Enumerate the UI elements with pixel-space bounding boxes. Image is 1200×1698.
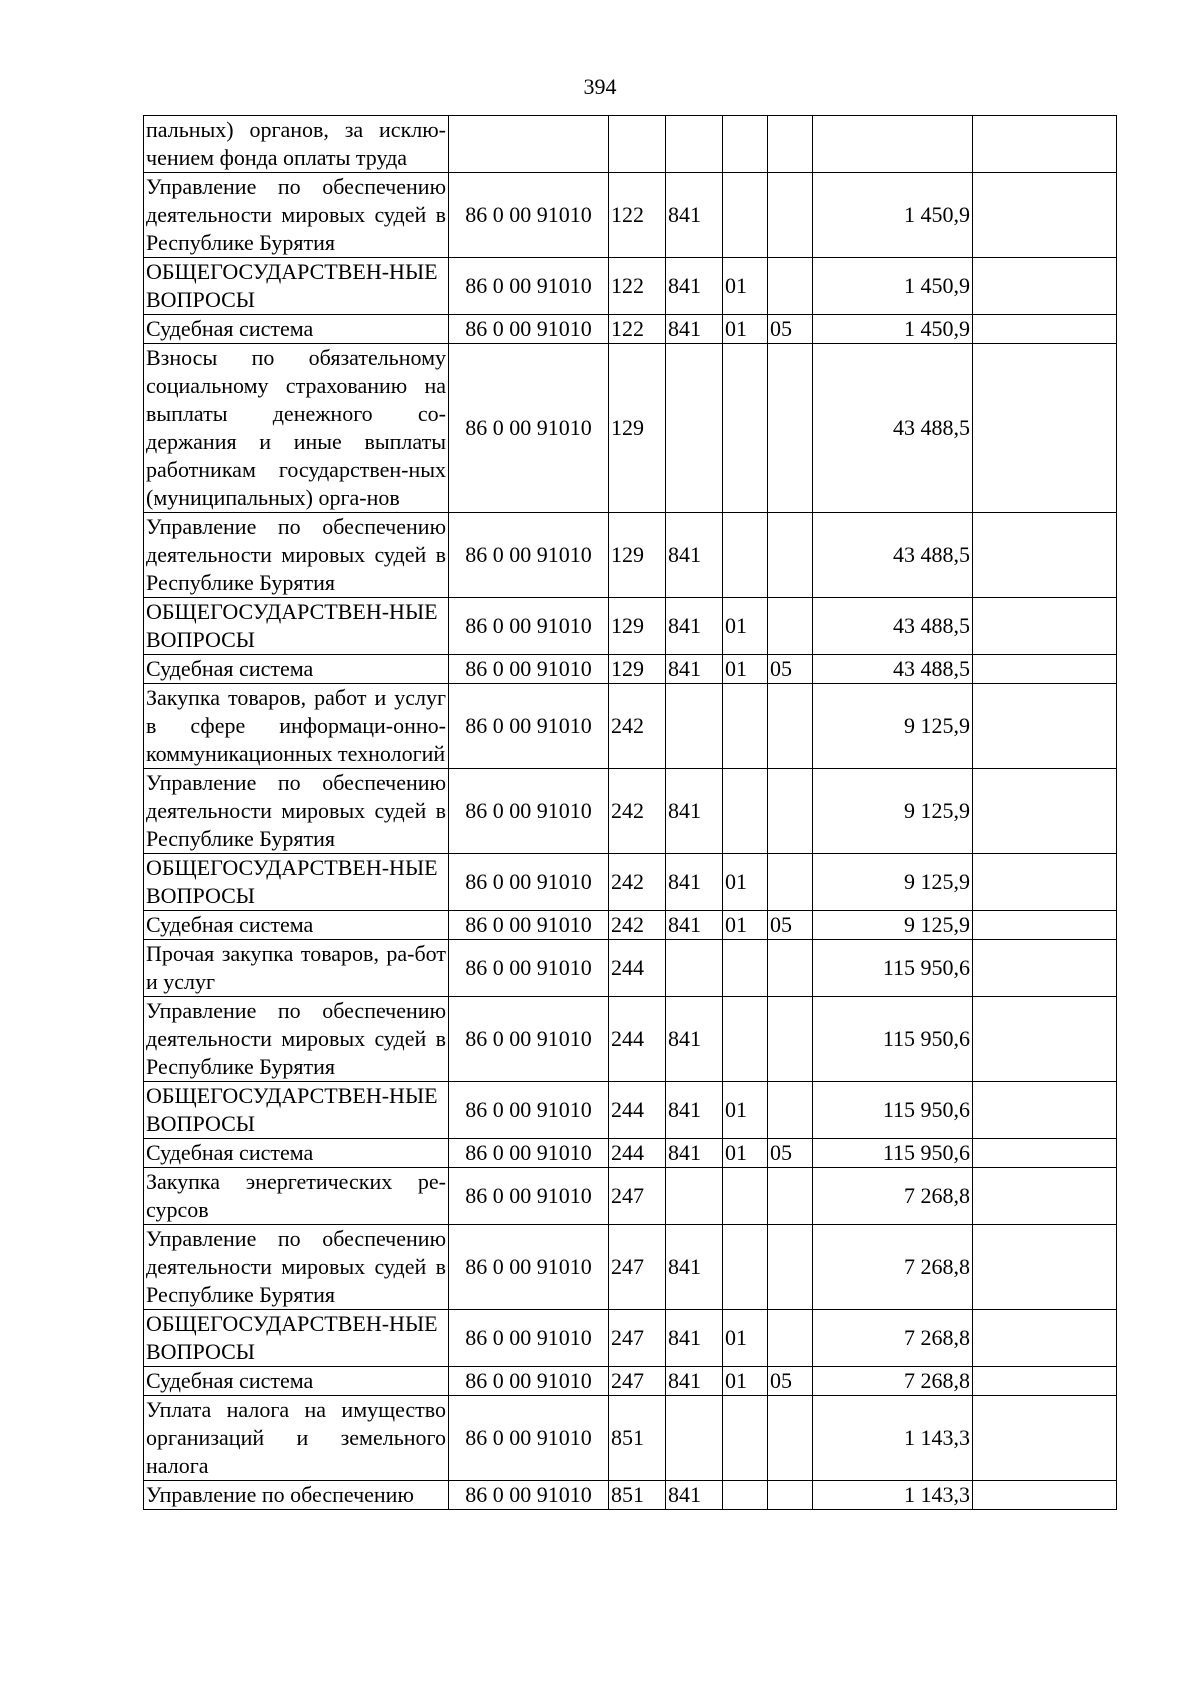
cell-expense-type: 851 xyxy=(609,1396,666,1481)
cell-subsection xyxy=(768,854,813,911)
cell-administrator xyxy=(666,940,723,997)
cell-expense-type: 129 xyxy=(609,344,666,513)
cell-administrator xyxy=(666,116,723,173)
cell-target-article: 86 0 00 91010 xyxy=(449,1168,609,1225)
cell-target-article: 86 0 00 91010 xyxy=(449,1310,609,1367)
cell-subsection xyxy=(768,116,813,173)
cell-amount xyxy=(813,116,973,173)
table-row xyxy=(144,315,1117,344)
cell-target-article: 86 0 00 91010 xyxy=(449,344,609,513)
cell-section: 01 xyxy=(723,1367,768,1396)
cell-name: ОБЩЕГОСУДАРСТВЕН-НЫЕ ВОПРОСЫ xyxy=(144,1082,449,1139)
cell-name: Управление по обеспечению деятельности мировых судей в Республике Бурятия xyxy=(144,1225,449,1310)
cell-amount: 7 268,8 xyxy=(813,1367,973,1396)
cell-subsection: 05 xyxy=(768,911,813,940)
cell-target-article: 86 0 00 91010 xyxy=(449,1225,609,1310)
cell-section xyxy=(723,997,768,1082)
cell-section xyxy=(723,1168,768,1225)
table-row xyxy=(144,1396,1117,1481)
cell-amount: 1 450,9 xyxy=(813,258,973,315)
cell-name: ОБЩЕГОСУДАРСТВЕН-НЫЕ ВОПРОСЫ xyxy=(144,1310,449,1367)
cell-name: Взносы по обязательному социальному страхованию на выплаты денежного со-держания и иные выплаты работникам государствен-ных (муниципальных) орга-нов xyxy=(144,344,449,513)
cell-amount: 7 268,8 xyxy=(813,1225,973,1310)
table-row xyxy=(144,769,1117,854)
cell-administrator: 841 xyxy=(666,1082,723,1139)
cell-section: 01 xyxy=(723,1310,768,1367)
cell-subsection xyxy=(768,173,813,258)
cell-expense-type: 122 xyxy=(609,173,666,258)
cell-amount: 115 950,6 xyxy=(813,1082,973,1139)
table-row xyxy=(144,1139,1117,1168)
cell-section xyxy=(723,173,768,258)
cell-expense-type: 242 xyxy=(609,684,666,769)
cell-amount: 7 268,8 xyxy=(813,1310,973,1367)
cell-administrator: 841 xyxy=(666,997,723,1082)
cell-amount: 1 143,3 xyxy=(813,1481,973,1510)
cell-name: Судебная система xyxy=(144,1367,449,1396)
cell-extra xyxy=(973,1168,1117,1225)
cell-subsection xyxy=(768,1310,813,1367)
table-row xyxy=(144,854,1117,911)
cell-amount: 1 143,3 xyxy=(813,1396,973,1481)
cell-expense-type xyxy=(609,116,666,173)
cell-target-article xyxy=(449,116,609,173)
cell-extra xyxy=(973,911,1117,940)
cell-extra xyxy=(973,940,1117,997)
cell-name: Судебная система xyxy=(144,911,449,940)
table-row xyxy=(144,1225,1117,1310)
cell-extra xyxy=(973,598,1117,655)
cell-target-article: 86 0 00 91010 xyxy=(449,315,609,344)
cell-administrator: 841 xyxy=(666,1367,723,1396)
cell-subsection xyxy=(768,769,813,854)
cell-section xyxy=(723,769,768,854)
table-row xyxy=(144,1310,1117,1367)
table-row xyxy=(144,911,1117,940)
cell-extra xyxy=(973,344,1117,513)
page-number: 394 xyxy=(583,74,617,99)
cell-administrator: 841 xyxy=(666,315,723,344)
cell-target-article: 86 0 00 91010 xyxy=(449,1396,609,1481)
cell-administrator xyxy=(666,684,723,769)
cell-target-article: 86 0 00 91010 xyxy=(449,173,609,258)
cell-expense-type: 122 xyxy=(609,315,666,344)
cell-extra xyxy=(973,854,1117,911)
table-row xyxy=(144,1168,1117,1225)
cell-subsection: 05 xyxy=(768,1139,813,1168)
table-row xyxy=(144,1367,1117,1396)
table-row xyxy=(144,655,1117,684)
table-row xyxy=(144,1082,1117,1139)
cell-expense-type: 244 xyxy=(609,1139,666,1168)
cell-administrator: 841 xyxy=(666,1310,723,1367)
table-row xyxy=(144,513,1117,598)
table-row xyxy=(144,1481,1117,1510)
cell-administrator xyxy=(666,344,723,513)
table-row xyxy=(144,173,1117,258)
cell-extra xyxy=(973,1310,1117,1367)
table-row xyxy=(144,997,1117,1082)
cell-subsection: 05 xyxy=(768,315,813,344)
cell-amount: 115 950,6 xyxy=(813,997,973,1082)
cell-expense-type: 122 xyxy=(609,258,666,315)
cell-administrator xyxy=(666,1396,723,1481)
cell-extra xyxy=(973,997,1117,1082)
table-row xyxy=(144,344,1117,513)
cell-target-article: 86 0 00 91010 xyxy=(449,997,609,1082)
cell-extra xyxy=(973,513,1117,598)
cell-subsection xyxy=(768,1396,813,1481)
cell-name: Судебная система xyxy=(144,1139,449,1168)
cell-name: Управление по обеспечению деятельности мировых судей в Республике Бурятия xyxy=(144,769,449,854)
cell-administrator: 841 xyxy=(666,769,723,854)
cell-amount: 9 125,9 xyxy=(813,684,973,769)
cell-administrator: 841 xyxy=(666,1139,723,1168)
cell-amount: 43 488,5 xyxy=(813,513,973,598)
cell-amount: 9 125,9 xyxy=(813,769,973,854)
cell-administrator: 841 xyxy=(666,513,723,598)
cell-extra xyxy=(973,1082,1117,1139)
cell-target-article: 86 0 00 91010 xyxy=(449,769,609,854)
table-row xyxy=(144,598,1117,655)
cell-amount: 9 125,9 xyxy=(813,854,973,911)
cell-expense-type: 247 xyxy=(609,1168,666,1225)
cell-target-article: 86 0 00 91010 xyxy=(449,513,609,598)
cell-subsection xyxy=(768,513,813,598)
cell-expense-type: 247 xyxy=(609,1367,666,1396)
cell-target-article: 86 0 00 91010 xyxy=(449,598,609,655)
cell-subsection xyxy=(768,258,813,315)
cell-section xyxy=(723,344,768,513)
cell-section xyxy=(723,116,768,173)
cell-expense-type: 247 xyxy=(609,1310,666,1367)
cell-expense-type: 244 xyxy=(609,940,666,997)
cell-administrator: 841 xyxy=(666,1225,723,1310)
cell-expense-type: 244 xyxy=(609,997,666,1082)
cell-section: 01 xyxy=(723,258,768,315)
cell-administrator xyxy=(666,1168,723,1225)
cell-target-article: 86 0 00 91010 xyxy=(449,1139,609,1168)
cell-expense-type: 851 xyxy=(609,1481,666,1510)
cell-subsection xyxy=(768,598,813,655)
cell-subsection xyxy=(768,684,813,769)
cell-subsection xyxy=(768,997,813,1082)
cell-expense-type: 242 xyxy=(609,769,666,854)
cell-subsection xyxy=(768,1481,813,1510)
cell-section xyxy=(723,1225,768,1310)
cell-section: 01 xyxy=(723,854,768,911)
cell-name: Судебная система xyxy=(144,655,449,684)
table-row xyxy=(144,116,1117,173)
cell-section xyxy=(723,513,768,598)
cell-section: 01 xyxy=(723,1082,768,1139)
cell-subsection xyxy=(768,940,813,997)
cell-extra xyxy=(973,315,1117,344)
cell-subsection: 05 xyxy=(768,1367,813,1396)
cell-expense-type: 129 xyxy=(609,655,666,684)
cell-name: ОБЩЕГОСУДАРСТВЕН-НЫЕ ВОПРОСЫ xyxy=(144,854,449,911)
cell-extra xyxy=(973,258,1117,315)
cell-name: Управление по обеспечению деятельности мировых судей в Республике Бурятия xyxy=(144,997,449,1082)
table-body xyxy=(144,116,1117,1510)
budget-table xyxy=(143,115,1117,1510)
cell-section: 01 xyxy=(723,1139,768,1168)
table-row xyxy=(144,940,1117,997)
table-row xyxy=(144,258,1117,315)
cell-name: Закупка энергетических ре-сурсов xyxy=(144,1168,449,1225)
cell-extra xyxy=(973,1481,1117,1510)
cell-amount: 43 488,5 xyxy=(813,344,973,513)
cell-administrator: 841 xyxy=(666,258,723,315)
cell-target-article: 86 0 00 91010 xyxy=(449,940,609,997)
cell-target-article: 86 0 00 91010 xyxy=(449,1082,609,1139)
cell-subsection xyxy=(768,1168,813,1225)
cell-extra xyxy=(973,684,1117,769)
cell-extra xyxy=(973,173,1117,258)
cell-extra xyxy=(973,1225,1117,1310)
cell-amount: 115 950,6 xyxy=(813,1139,973,1168)
cell-extra xyxy=(973,655,1117,684)
table-row xyxy=(144,684,1117,769)
cell-section xyxy=(723,684,768,769)
cell-administrator: 841 xyxy=(666,173,723,258)
cell-amount: 43 488,5 xyxy=(813,655,973,684)
cell-extra xyxy=(973,1139,1117,1168)
cell-extra xyxy=(973,116,1117,173)
cell-amount: 1 450,9 xyxy=(813,315,973,344)
cell-section: 01 xyxy=(723,315,768,344)
cell-section xyxy=(723,1481,768,1510)
cell-target-article: 86 0 00 91010 xyxy=(449,911,609,940)
cell-subsection: 05 xyxy=(768,655,813,684)
cell-section xyxy=(723,940,768,997)
cell-expense-type: 129 xyxy=(609,598,666,655)
cell-expense-type: 242 xyxy=(609,911,666,940)
cell-amount: 7 268,8 xyxy=(813,1168,973,1225)
cell-administrator: 841 xyxy=(666,1481,723,1510)
cell-subsection xyxy=(768,1082,813,1139)
cell-section: 01 xyxy=(723,598,768,655)
cell-administrator: 841 xyxy=(666,655,723,684)
cell-target-article: 86 0 00 91010 xyxy=(449,684,609,769)
cell-administrator: 841 xyxy=(666,854,723,911)
cell-name: Управление по обеспечению деятельности мировых судей в Республике Бурятия xyxy=(144,173,449,258)
cell-amount: 43 488,5 xyxy=(813,598,973,655)
cell-amount: 1 450,9 xyxy=(813,173,973,258)
cell-target-article: 86 0 00 91010 xyxy=(449,1367,609,1396)
cell-name: Прочая закупка товаров, ра-бот и услуг xyxy=(144,940,449,997)
cell-subsection xyxy=(768,344,813,513)
cell-expense-type: 247 xyxy=(609,1225,666,1310)
cell-subsection xyxy=(768,1225,813,1310)
cell-target-article: 86 0 00 91010 xyxy=(449,655,609,684)
cell-name: Управление по обеспечению xyxy=(144,1481,449,1510)
cell-expense-type: 244 xyxy=(609,1082,666,1139)
cell-extra xyxy=(973,1367,1117,1396)
cell-name: Управление по обеспечению деятельности мировых судей в Республике Бурятия xyxy=(144,513,449,598)
cell-expense-type: 129 xyxy=(609,513,666,598)
cell-target-article: 86 0 00 91010 xyxy=(449,1481,609,1510)
cell-name: Уплата налога на имущество организаций и земельного налога xyxy=(144,1396,449,1481)
cell-section: 01 xyxy=(723,655,768,684)
cell-administrator: 841 xyxy=(666,911,723,940)
cell-amount: 115 950,6 xyxy=(813,940,973,997)
cell-target-article: 86 0 00 91010 xyxy=(449,854,609,911)
cell-name: Закупка товаров, работ и услуг в сфере информаци-онно-коммуникационных технологий xyxy=(144,684,449,769)
cell-administrator: 841 xyxy=(666,598,723,655)
cell-name: пальных) органов, за исклю-чением фонда оплаты труда xyxy=(144,116,449,173)
cell-extra xyxy=(973,1396,1117,1481)
cell-name: ОБЩЕГОСУДАРСТВЕН-НЫЕ ВОПРОСЫ xyxy=(144,258,449,315)
cell-section: 01 xyxy=(723,911,768,940)
cell-amount: 9 125,9 xyxy=(813,911,973,940)
cell-name: ОБЩЕГОСУДАРСТВЕН-НЫЕ ВОПРОСЫ xyxy=(144,598,449,655)
cell-section xyxy=(723,1396,768,1481)
cell-target-article: 86 0 00 91010 xyxy=(449,258,609,315)
cell-expense-type: 242 xyxy=(609,854,666,911)
cell-name: Судебная система xyxy=(144,315,449,344)
cell-extra xyxy=(973,769,1117,854)
